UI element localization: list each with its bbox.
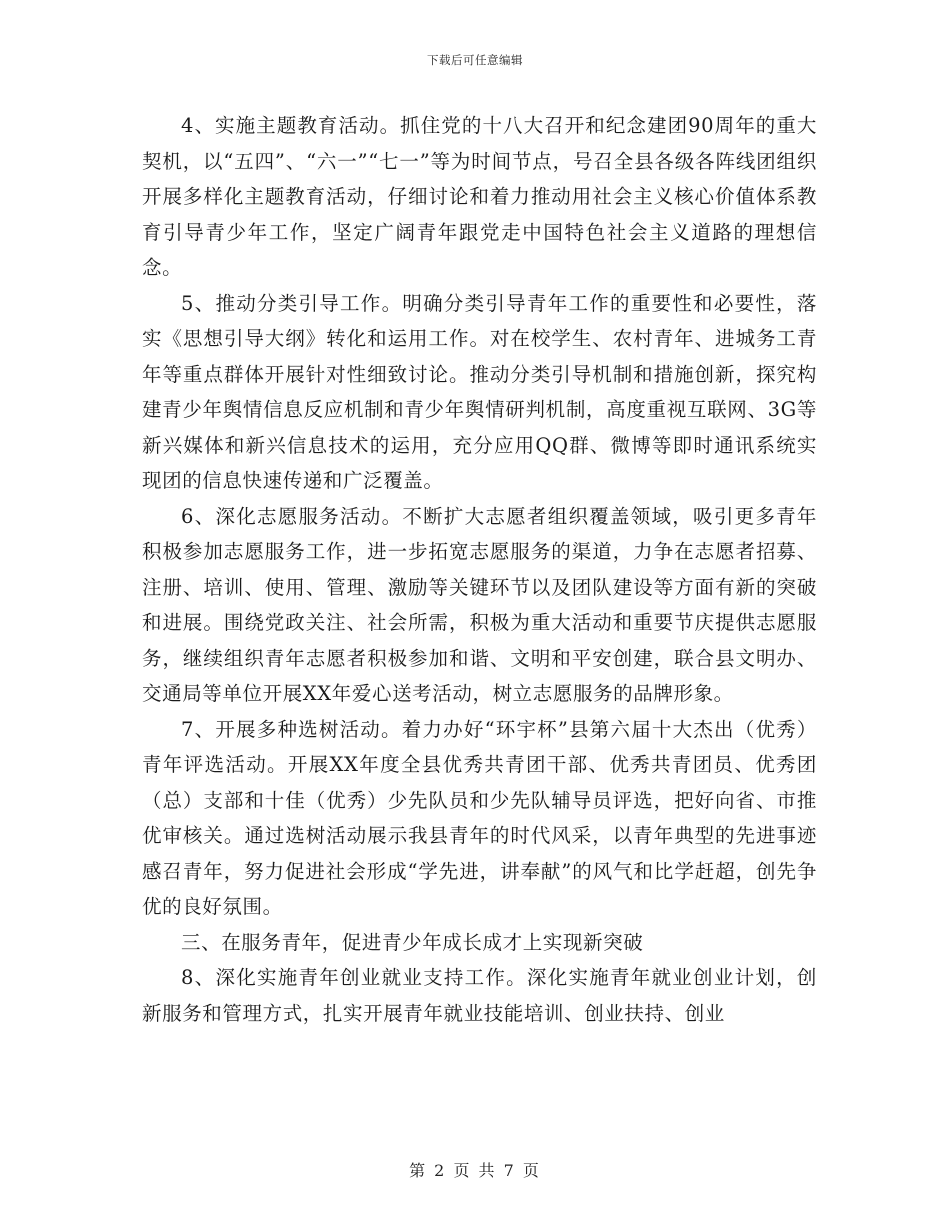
paragraph-item-4: 4、实施主题教育活动。抓住党的十八大召开和纪念建团90周年的重大契机，以“五四”、“六一”“七一”等为时间节点，号召全县各级各阵线团组织开展多样化主题教育活动，仔细讨论和着力推动用社会主义核心价值体系教育引导青少年工作，坚定广阔青年跟党走中国特色社会主义道路的理想信念。 <box>142 114 817 279</box>
section-heading-three: 三、在服务青年，促进青少年成长成才上实现新突破 <box>181 930 644 954</box>
paragraph-item-6: 6、深化志愿服务活动。不断扩大志愿者组织覆盖领域，吸引更多青年积极参加志愿服务工作，进一步拓宽志愿服务的渠道，力争在志愿者招募、注册、培训、使用、管理、激励等关键环节以及团队建设等方面有新的突破和进展。围绕党政关注、社会所需，积极为重大活动和重要节庆提供志愿服务，继续组织青年志愿者积极参加和谐、文明和平安创建，联合县文明办、交通局等单位开展XX年爱心送考活动，树立志愿服务的品牌形象。 <box>142 504 817 705</box>
paragraph-item-7: 7、开展多种选树活动。着力办好“环宇杯”县第六届十大杰出（优秀）青年评选活动。开展XX年度全县优秀共青团干部、优秀共青团员、优秀团（总）支部和十佳（优秀）少先队员和少先队辅导员评选，把好向省、市推优审核关。通过选树活动展示我县青年的时代风采，以青年典型的先进事迹感召青年，努力促进社会形成“学先进，讲奉献”的风气和比学赶超，创先争优的良好氛围。 <box>142 717 817 918</box>
page-header: 下载后可任意编辑 <box>427 53 523 67</box>
paragraph-item-5: 5、推动分类引导工作。明确分类引导青年工作的重要性和必要性，落实《思想引导大纲》转化和运用工作。对在校学生、农村青年、进城务工青年等重点群体开展针对性细致讨论。推动分类引导机制和措施创新，探究构建青少年舆情信息反应机制和青少年舆情研判机制，高度重视互联网、3G等新兴媒体和新兴信息技术的运用，充分应用QQ群、微博等即时通讯系统实现团的信息快速传递和广泛覆盖。 <box>142 291 817 492</box>
paragraph-item-8: 8、深化实施青年创业就业支持工作。深化实施青年就业创业计划，创新服务和管理方式，扎实开展青年就业技能培训、创业扶持、创业 <box>142 966 817 1025</box>
page-number-footer: 第 2 页 共 7 页 <box>409 1161 541 1180</box>
document-body <box>142 108 817 1031</box>
